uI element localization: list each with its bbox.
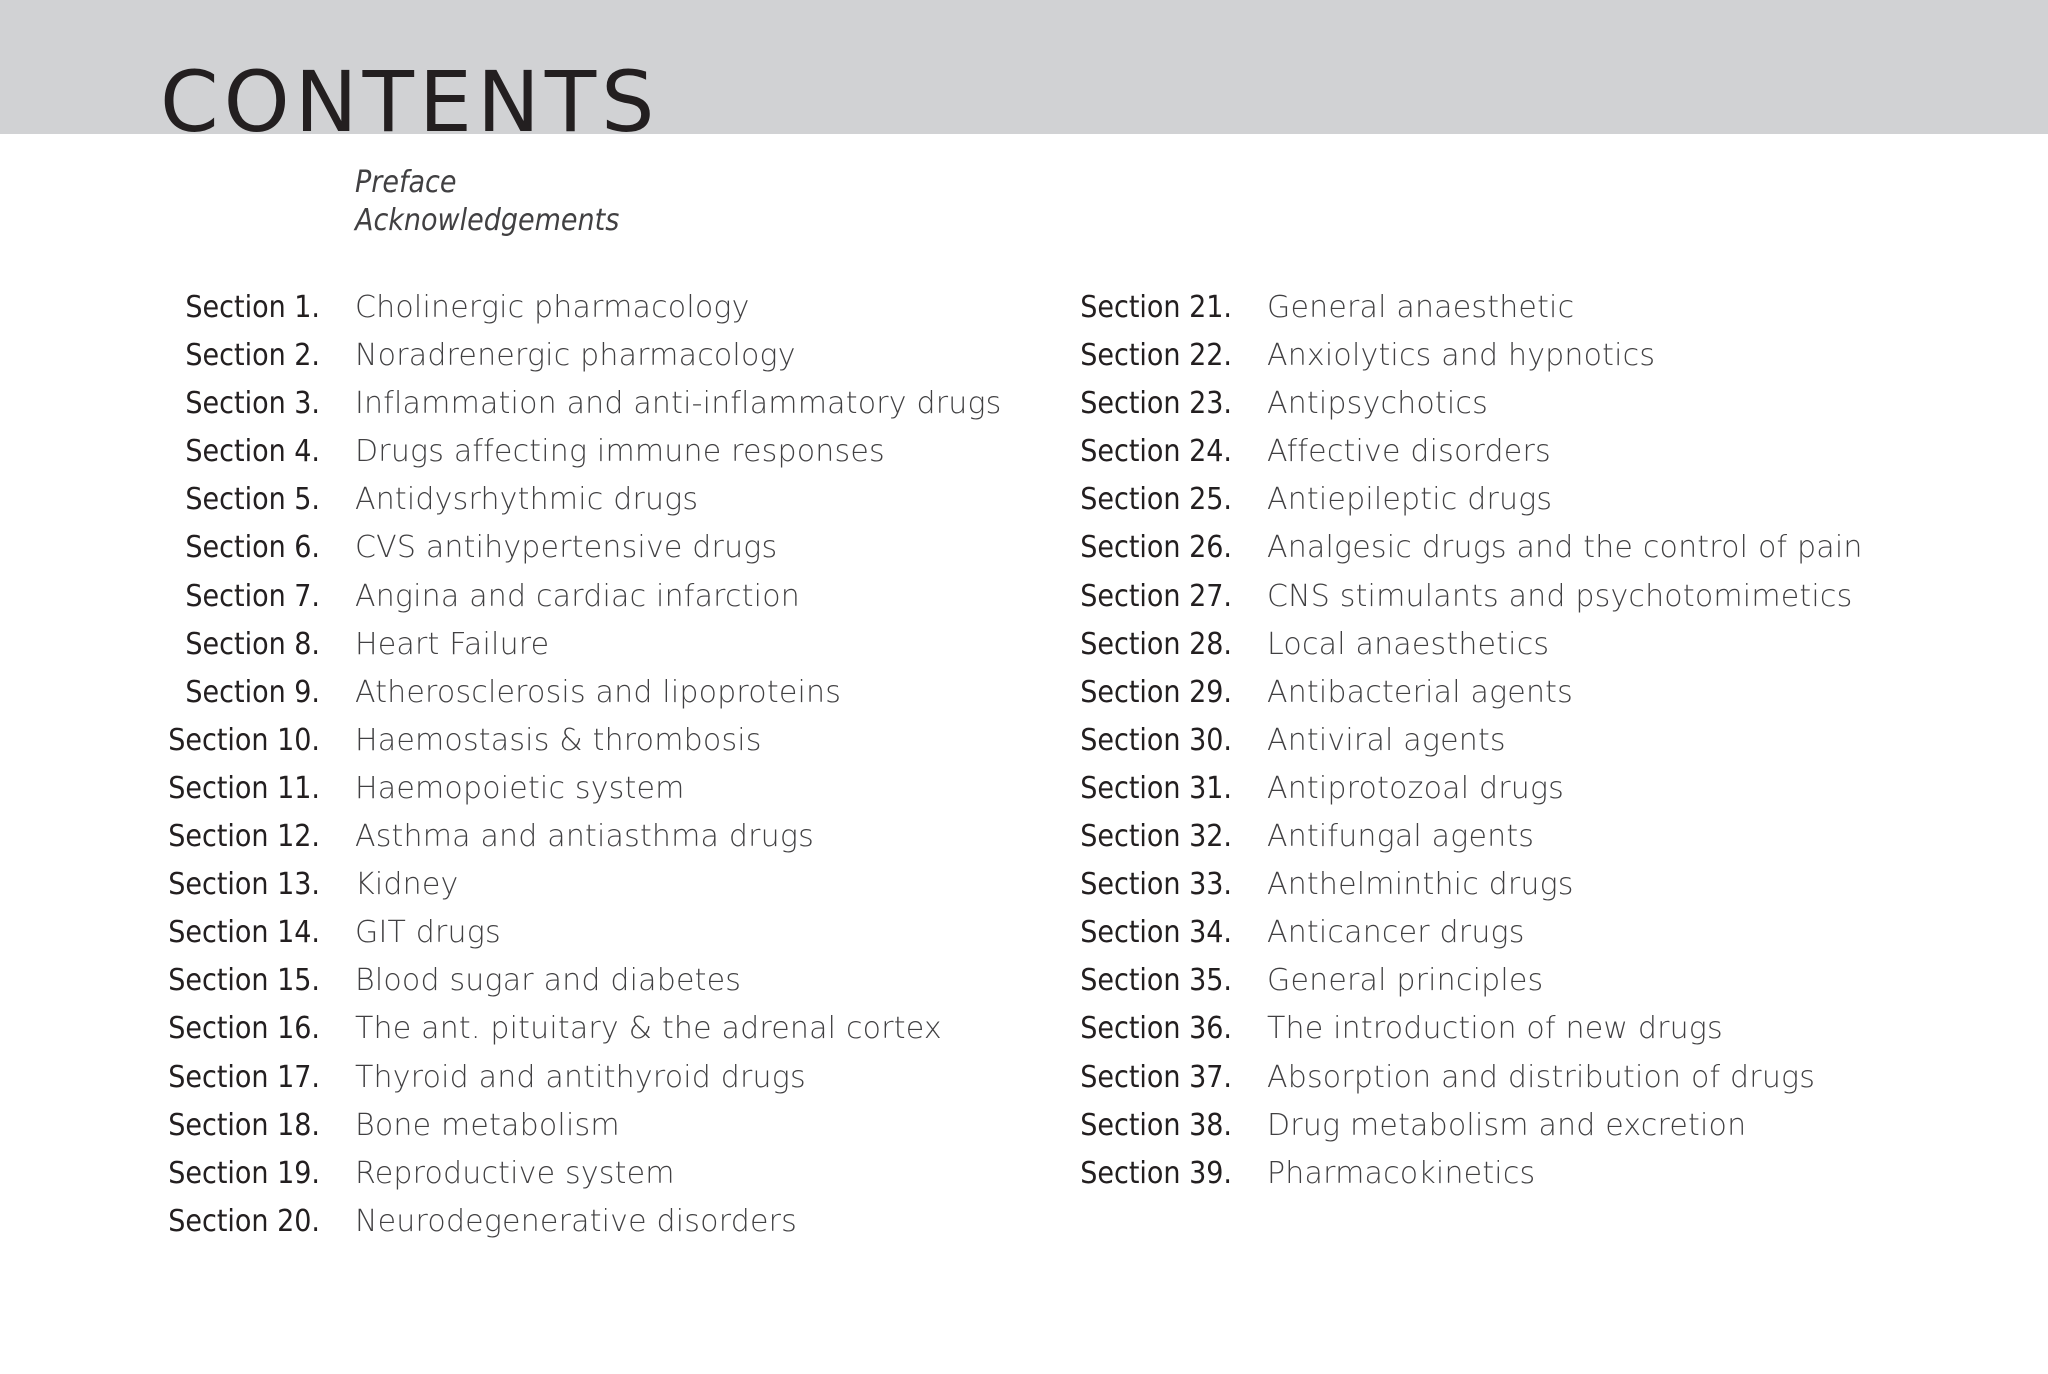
section-title: Anthelminthic drugs — [1267, 867, 1574, 903]
section-number: Section 15. — [168, 963, 320, 999]
section-number: Section 25. — [1080, 482, 1232, 518]
section-title: Inflammation and anti-inflammatory drugs — [355, 386, 1002, 422]
section-number: Section 31. — [1080, 770, 1232, 806]
section-number: Section 9. — [185, 674, 320, 710]
front-matter-preface: Preface — [355, 165, 457, 200]
section-title: Bone metabolism — [355, 1107, 620, 1143]
section-number: Section 16. — [168, 1011, 320, 1047]
section-title: Antiviral agents — [1267, 722, 1506, 758]
section-number: Section 27. — [1080, 578, 1232, 614]
section-title: CNS stimulants and psychotomimetics — [1267, 578, 1853, 614]
section-number: Section 22. — [1080, 338, 1232, 374]
section-title: Analgesic drugs and the control of pain — [1267, 530, 1863, 566]
section-number: Section 33. — [1080, 867, 1232, 903]
section-title: Antifungal agents — [1267, 819, 1535, 855]
section-number: Section 19. — [168, 1155, 320, 1191]
front-matter — [355, 164, 619, 240]
section-title: Haemostasis & thrombosis — [355, 722, 762, 758]
section-title: Heart Failure — [355, 626, 550, 662]
section-number: Section 7. — [185, 578, 320, 614]
section-number: Section 5. — [185, 482, 320, 518]
section-title: Blood sugar and diabetes — [355, 963, 742, 999]
section-title: Thyroid and antithyroid drugs — [355, 1059, 806, 1095]
section-number: Section 38. — [1080, 1107, 1232, 1143]
section-number: Section 34. — [1080, 915, 1232, 951]
section-number: Section 20. — [168, 1203, 320, 1239]
section-number: Section 13. — [168, 867, 320, 903]
section-title: Absorption and distribution of drugs — [1267, 1059, 1816, 1095]
section-title: Neurodegenerative disorders — [355, 1203, 797, 1239]
section-title: Drug metabolism and excretion — [1267, 1107, 1747, 1143]
section-number: Section 21. — [1080, 290, 1232, 325]
section-title: Antiprotozoal drugs — [1267, 770, 1565, 806]
section-number: Section 8. — [185, 626, 320, 662]
section-number: Section 17. — [168, 1059, 320, 1095]
section-title: Anxiolytics and hypnotics — [1267, 338, 1656, 374]
section-title: Antidysrhythmic drugs — [355, 482, 699, 518]
section-number: Section 18. — [168, 1107, 320, 1143]
section-title: GIT drugs — [355, 915, 501, 951]
section-title: Drugs affecting immune responses — [355, 434, 885, 470]
section-number: Section 26. — [1080, 530, 1232, 566]
section-title: Kidney — [355, 867, 459, 903]
section-number: Section 28. — [1080, 626, 1232, 662]
section-title: Cholinergic pharmacology — [355, 290, 750, 325]
section-title: Antiepileptic drugs — [1267, 482, 1553, 518]
section-title: General principles — [1267, 963, 1544, 999]
section-number: Section 35. — [1080, 963, 1232, 999]
section-title: Atherosclerosis and lipoproteins — [355, 674, 842, 710]
page-title: CONTENTS — [160, 53, 660, 151]
section-number: Section 1. — [185, 290, 320, 325]
section-number: Section 30. — [1080, 722, 1232, 758]
section-title: Antibacterial agents — [1267, 674, 1573, 710]
section-title: Noradrenergic pharmacology — [355, 338, 796, 374]
section-title: Antipsychotics — [1267, 386, 1488, 422]
section-number: Section 12. — [168, 819, 320, 855]
front-matter-acknowledgements: Acknowledgements — [355, 203, 620, 238]
section-number: Section 24. — [1080, 434, 1232, 470]
section-title: Pharmacokinetics — [1267, 1155, 1536, 1191]
section-number: Section 10. — [168, 722, 320, 758]
section-title: The ant. pituitary & the adrenal cortex — [355, 1011, 942, 1047]
section-title: CVS antihypertensive drugs — [355, 530, 778, 566]
section-number: Section 11. — [168, 770, 320, 806]
section-title: The introduction of new drugs — [1267, 1011, 1723, 1047]
section-title: General anaesthetic — [1267, 290, 1575, 325]
section-number: Section 4. — [185, 434, 320, 470]
section-number: Section 36. — [1080, 1011, 1232, 1047]
section-number: Section 39. — [1080, 1155, 1232, 1191]
section-title: Reproductive system — [355, 1155, 675, 1191]
section-number: Section 37. — [1080, 1059, 1232, 1095]
section-number: Section 23. — [1080, 386, 1232, 422]
section-number: Section 32. — [1080, 819, 1232, 855]
section-number: Section 2. — [185, 338, 320, 374]
section-number: Section 29. — [1080, 674, 1232, 710]
section-title: Affective disorders — [1267, 434, 1551, 470]
section-number: Section 14. — [168, 915, 320, 951]
section-title: Local anaesthetics — [1267, 626, 1550, 662]
section-title: Anticancer drugs — [1267, 915, 1525, 951]
section-title: Angina and cardiac infarction — [355, 578, 800, 614]
section-number: Section 3. — [185, 386, 320, 422]
section-number: Section 6. — [185, 530, 320, 566]
section-title: Asthma and antiasthma drugs — [355, 819, 814, 855]
section-title: Haemopoietic system — [355, 770, 685, 806]
